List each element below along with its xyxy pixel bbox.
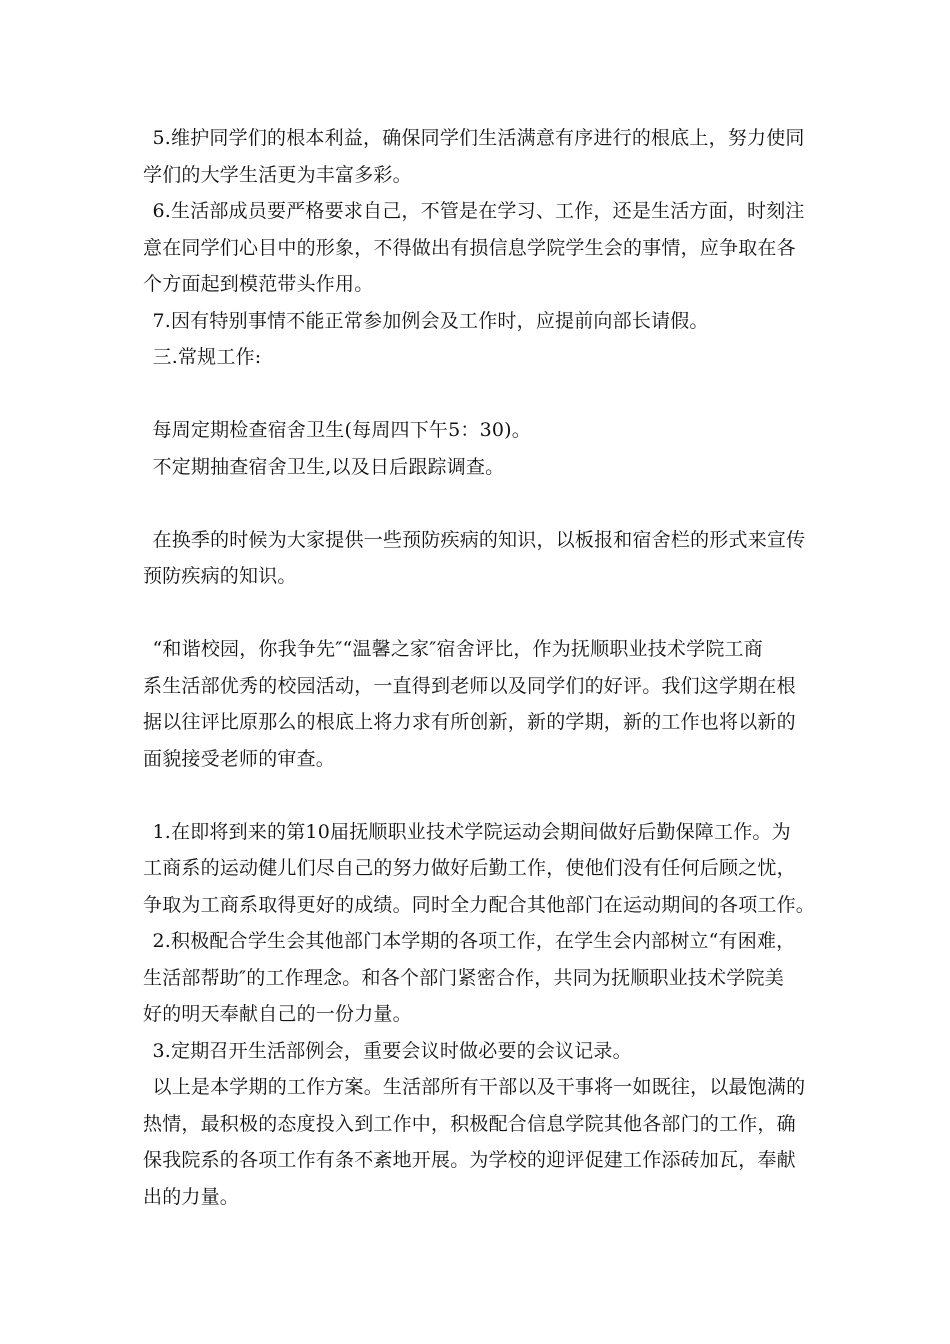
text-line: 生活部帮助″的工作理念。和各个部门紧密合作，共同为抚顺职业技术学院美 — [143, 966, 784, 989]
paragraph-spacer — [143, 595, 815, 632]
text-line: 热情，最积极的态度投入到工作中，积极配合信息学院其他各部门的工作，确 — [143, 1112, 796, 1135]
text-line: 2.积极配合学生会其他部门本学期的各项工作，在学生会内部树立“有困难， — [152, 930, 796, 952]
text-line: 7.因有特别事情不能正常参加例会及工作时，应提前向部长请假。 — [152, 309, 709, 332]
text-line: “和谐校园，你我争先″“温馨之家″宿舍评比，作为抚顺职业技术学院工商 — [152, 638, 763, 660]
text-line: 系生活部优秀的校园活动，一直得到老师以及同学们的好评。我们这学期在根 — [143, 674, 796, 697]
paragraph-spacer — [143, 777, 815, 814]
text-line: 预防疾病的知识。 — [143, 565, 297, 587]
paragraph — [143, 120, 815, 193]
text-line: 工商系的运动健儿们尽自己的努力做好后勤工作，使他们没有任何后顾之忧， — [143, 857, 796, 879]
paragraph — [143, 522, 815, 595]
paragraph — [143, 303, 815, 340]
text-line: 面貌接受老师的审查。 — [143, 747, 336, 770]
document-body — [143, 120, 815, 1215]
text-line: 意在同学们心目中的形象，不得做出有损信息学院学生会的事情，应争取在各 — [143, 236, 796, 259]
text-line: 保我院系的各项工作有条不紊地开展。为学校的迎评促建工作添砖加瓦，奉献 — [143, 1149, 796, 1171]
text-line: 6.生活部成员要严格要求自己，不管是在学习、工作，还是生活方面，时刻注 — [152, 200, 805, 222]
text-line: 争取为工商系取得更好的成绩。同时全力配合其他部门在运动期间的各项工作。 — [143, 893, 816, 916]
text-line: 据以往评比原那么的根底上将力求有所创新，新的学期，新的工作也将以新的 — [143, 711, 796, 733]
text-line: 每周定期检查宿舍卫生(每周四下午5：30)。 — [152, 419, 531, 441]
text-line: 3.定期召开生活部例会，重要会议时做必要的会议记录。 — [152, 1039, 632, 1062]
text-line: 三.常规工作: — [152, 346, 262, 368]
paragraph — [143, 193, 815, 303]
text-line: 好的明天奉献自己的一份力量。 — [143, 1003, 412, 1025]
text-line: 出的力量。 — [143, 1185, 240, 1208]
text-line: 在换季的时候为大家提供一些预防疾病的知识，以板报和宿舍栏的形式来宣传 — [152, 528, 806, 551]
paragraph — [143, 1033, 815, 1070]
paragraph — [143, 923, 815, 1033]
text-line: 5.维护同学们的根本利益，确保同学们生活满意有序进行的根底上，努力使同 — [152, 127, 805, 149]
paragraph — [143, 814, 815, 924]
text-line: 不定期抽查宿舍卫生,以及日后跟踪调查。 — [152, 455, 505, 478]
paragraph — [143, 449, 815, 486]
paragraph — [143, 412, 815, 449]
paragraph-spacer — [143, 485, 815, 522]
paragraph — [143, 631, 815, 777]
text-line: 个方面起到模范带头作用。 — [143, 273, 374, 295]
text-line: 学们的大学生活更为丰富多彩。 — [143, 163, 412, 186]
paragraph — [143, 339, 815, 376]
text-line: 以上是本学期的工作方案。生活部所有干部以及干事将一如既往，以最饱满的 — [152, 1076, 806, 1098]
paragraph — [143, 1069, 815, 1215]
text-line: 1.在即将到来的第10届抚顺职业技术学院运动会期间做好后勤保障工作。为 — [152, 820, 791, 843]
paragraph-spacer — [143, 376, 815, 413]
